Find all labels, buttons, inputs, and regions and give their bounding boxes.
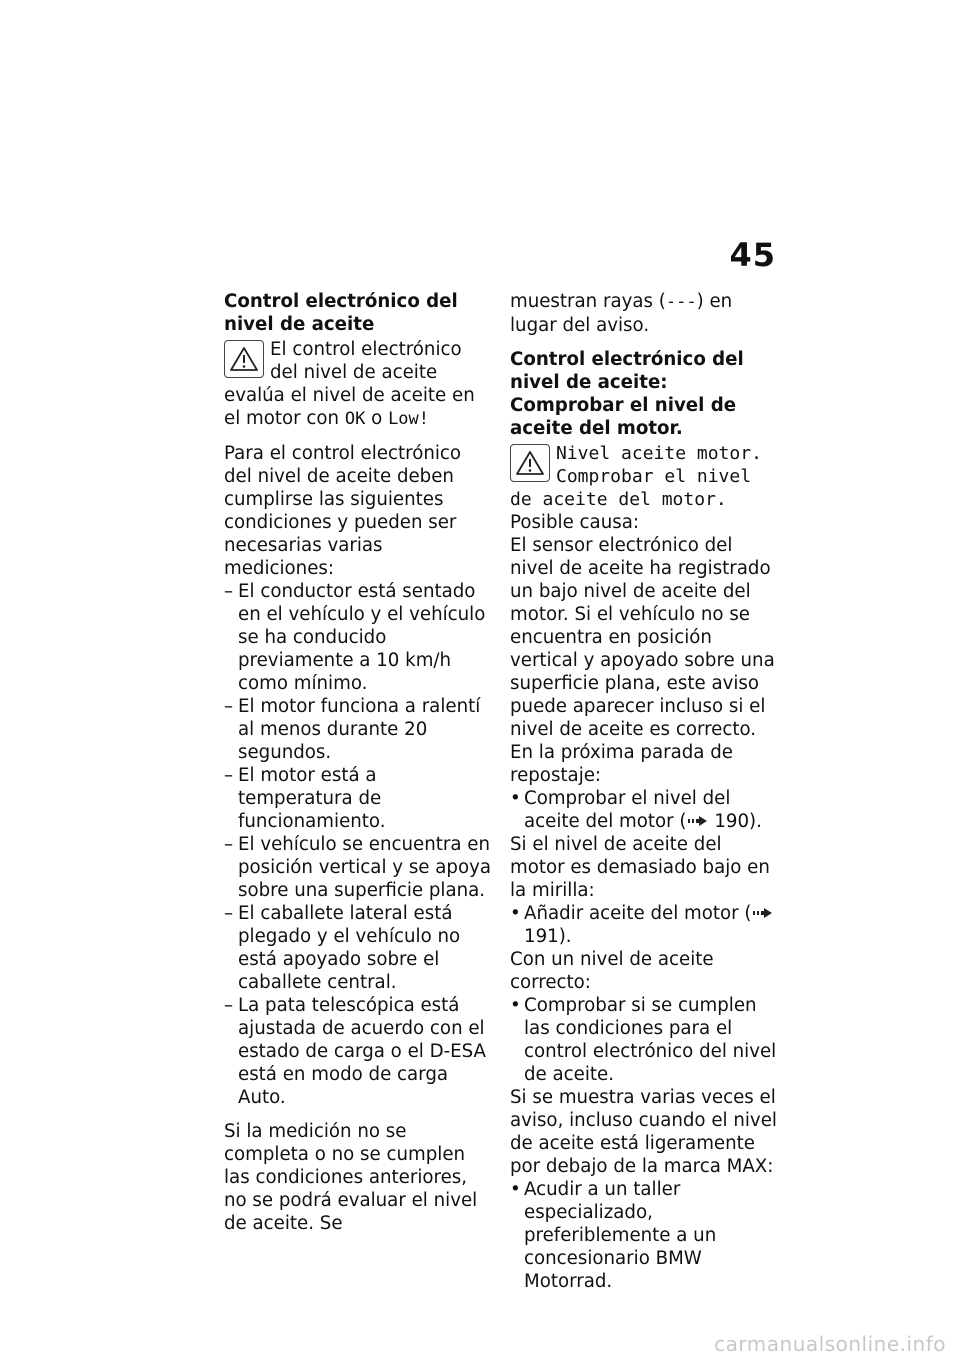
step-list-2 (510, 902, 780, 948)
step-list-3 (510, 994, 780, 1086)
display-warning-block (510, 442, 780, 511)
intro-warning-block (224, 338, 494, 431)
step-list-4 (510, 1178, 780, 1293)
list-item: – El conductor está sentado en el vehículo y el vehículo se ha conducido previamente a 10 km/h como mínimo. (224, 580, 494, 695)
closing-text: Si la medición no se completa o no se cumplen las condiciones anteriores, no se podrá evaluar el nivel de aceite. Se (224, 1121, 478, 1234)
continued-text: muestran rayas (---) en lugar del aviso. (510, 291, 733, 336)
if-low-text: Si el nivel de aceite del motor es demasiado bajo en la mirilla: (510, 834, 770, 901)
list-item: – La pata telescópica está ajustada de acuerdo con el estado de carga o el D-ESA está en modo de carga Auto. (224, 994, 494, 1109)
display-message: Nivel aceite motor. Comprobar el nivel de aceite del motor. (510, 443, 762, 510)
value-ok: OK (344, 409, 366, 429)
list-item: – El vehículo se encuentra en posición vertical y se apoya sobre una superficie plana. (224, 833, 494, 902)
reference-arrow-icon (687, 814, 709, 828)
page-reference[interactable]: 190). (714, 811, 762, 832)
conditions-intro: Para el control electrónico del nivel de aceite deben cumplirse las siguientes condiciones y pueden ser necesarias varias mediciones: (224, 443, 462, 579)
value-low: Low! (388, 409, 430, 429)
conditions-list (224, 580, 494, 1109)
left-column (224, 290, 494, 1235)
warning-triangle-icon (224, 340, 264, 378)
page-number: 45 (729, 236, 776, 274)
cause-text: El sensor electrónico del nivel de aceite ha registrado un bajo nivel de aceite del motor. Si el vehículo no se encuentra en posición vertical y apoyado sobre una superficie plana, este aviso puede aparecer incluso si el nivel de aceite es correcto. (510, 535, 775, 740)
list-item: – El caballete lateral está plegado y el vehículo no está apoyado sobre el caballete central. (224, 902, 494, 994)
dashes-display: --- (665, 292, 697, 312)
warning-triangle-icon (510, 444, 550, 482)
intro-text: El control electrónico del nivel de aceite evalúa el nivel de aceite en el motor con OK o Low! (224, 339, 475, 429)
reference-arrow-icon (752, 906, 774, 920)
list-item: • Añadir aceite del motor ( 191). (510, 902, 780, 948)
if-correct-text: Con un nivel de aceite correcto: (510, 949, 714, 993)
cause-label: Posible causa: (510, 512, 639, 533)
if-repeat-text: Si se muestra varias veces el aviso, incluso cuando el nivel de aceite está ligeramente por debajo de la marca MAX: (510, 1087, 777, 1177)
right-column (510, 290, 780, 1293)
list-item: – El motor está a temperatura de funcionamiento. (224, 764, 494, 833)
section-heading-oil-control: Control electrónico del nivel de aceite (224, 291, 458, 335)
list-item: – El motor funciona a ralentí al menos durante 20 segundos. (224, 695, 494, 764)
list-item: • Comprobar si se cumplen las condiciones para el control electrónico del nivel de aceite. (510, 994, 780, 1086)
section-heading-check-oil: Control electrónico del nivel de aceite: Comprobar el nivel de aceite del motor. (510, 349, 744, 439)
list-item: • Acudir a un taller especializado, preferiblemente a un concesionario BMW Motorrad. (510, 1178, 780, 1293)
site-watermark: carmanualsonline.info (714, 1332, 946, 1356)
page-reference[interactable]: 191). (524, 926, 572, 947)
next-stop-text: En la próxima parada de repostaje: (510, 742, 733, 786)
list-item: • Comprobar el nivel del aceite del motor ( 190). (510, 787, 780, 833)
step-list-1 (510, 787, 780, 833)
